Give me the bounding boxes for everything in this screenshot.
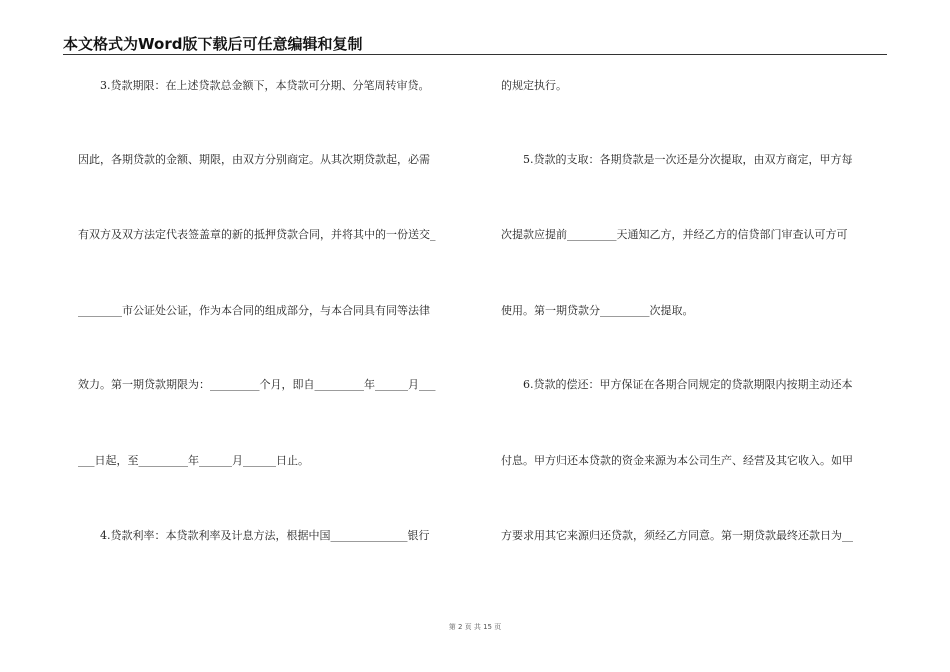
- header-divider: [63, 54, 887, 55]
- text-line: ________市公证处公证，作为本合同的组成部分，与本合同具有同等法律: [78, 304, 430, 317]
- text-line: 使用。第一期贷款分_________次提取。: [501, 304, 694, 317]
- text-line: 的规定执行。: [501, 79, 567, 92]
- text-line: 有双方及双方法定代表签盖章的新的抵押贷款合同，并将其中的一份送交_: [78, 228, 436, 241]
- text-line: 6.贷款的偿还：甲方保证在各期合同规定的贷款期限内按期主动还本: [523, 378, 853, 391]
- header-title: 本文格式为Word版下载后可任意编辑和复制: [63, 35, 363, 53]
- text-line: 付息。甲方归还本贷款的资金来源为本公司生产、经营及其它收入。如甲: [501, 454, 853, 467]
- text-line: 方要求用其它来源归还贷款，须经乙方同意。第一期贷款最终还款日为__: [501, 529, 853, 542]
- page-number-footer: 第 2 页 共 15 页: [448, 623, 502, 631]
- text-line: 4.贷款利率：本贷款利率及计息方法，根据中国______________银行: [100, 529, 430, 542]
- document-header: [63, 34, 885, 54]
- text-line: 因此，各期贷款的金额、期限，由双方分别商定。从其次期贷款起，必需: [78, 153, 430, 166]
- text-line: 3.贷款期限：在上述贷款总金额下，本贷款可分期、分笔周转审贷。: [100, 79, 430, 92]
- text-line: ___日起，至_________年______月______日止。: [78, 454, 309, 467]
- text-line: 效力。第一期贷款期限为：_________个月，即自_________年______月___: [78, 378, 436, 391]
- text-line: 5.贷款的支取：各期贷款是一次还是分次提取，由双方商定，甲方每: [523, 153, 853, 166]
- text-line: 次提款应提前_________天通知乙方，并经乙方的信贷部门审查认可方可: [501, 228, 848, 241]
